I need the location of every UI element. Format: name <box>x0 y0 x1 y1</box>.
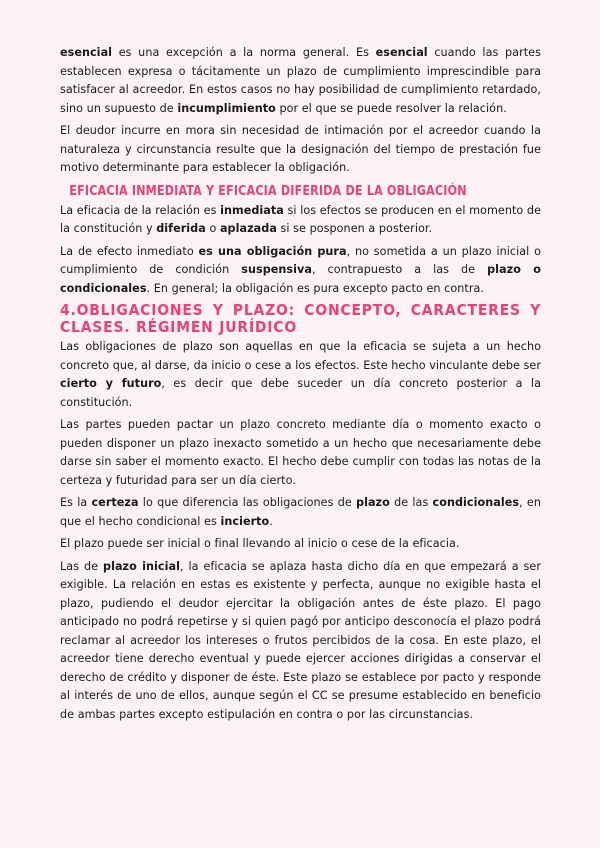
paragraph-inicial-final <box>60 535 541 554</box>
text-run: , es decir que debe suceder un día concreto posterior a la constitución. <box>60 377 541 409</box>
paragraph-certeza <box>60 494 541 531</box>
heading-obligaciones-plazo <box>60 302 541 336</box>
text-run: es una excepción a la norma general. Es <box>112 46 376 59</box>
text-run: Las de <box>60 559 104 573</box>
text-run: si los efectos se producen en el momento de la constitución y <box>60 203 542 235</box>
bold-term: plazo o condicionales <box>60 263 541 295</box>
paragraph-efecto-inmediato <box>60 243 541 299</box>
paragraph-definicion-plazo <box>60 338 541 412</box>
bold-term: aplazada <box>219 222 277 235</box>
paragraph-esencial <box>60 44 541 118</box>
paragraph-pactar-plazo <box>60 416 541 490</box>
bold-term: incierto <box>220 514 270 528</box>
text-run: El deudor incurre en mora sin necesidad de intimación por el acreedor cuando la naturaleza y circunstancia resulte que la designación del tiempo de prestación fue motivo determinante para establecer la obligación. <box>60 124 541 174</box>
text-run: , contrapuesto a las de <box>311 263 488 276</box>
bold-term: certeza <box>91 496 139 509</box>
text-run: Las obligaciones de plazo son aquellas en que la eficacia se sujeta a un hecho concreto que, al darse, da inicio o cese a los efectos. Este hecho vinculante debe ser <box>60 340 541 372</box>
paragraph-eficacia-relacion <box>60 202 541 239</box>
bold-term: esencial <box>60 46 113 59</box>
text-run: EFICACIA INMEDIATA Y EFICACIA DIFERIDA DE LA OBLIGACIÓN <box>69 183 467 199</box>
text-run: 4.OBLIGACIONES Y PLAZO: CONCEPTO, CARACTERES Y CLASES. RÉGIMEN JURÍDICO <box>60 301 541 336</box>
text-run: Las partes pueden pactar un plazo concreto mediante día o momento exacto o pueden disponer un plazo inexacto sometido a un hecho que necesariamente debe darse sin saber el momento exacto. El hecho debe cumplir con todas las notas de la certeza y futuridad para ser un día cierto. <box>60 418 541 487</box>
text-run: La de efecto inmediato <box>60 244 199 258</box>
text-run: Es la <box>60 496 92 509</box>
page-content <box>60 44 541 728</box>
text-run: , en que el hecho condicional es <box>60 496 541 528</box>
bold-term: cierto y futuro <box>60 377 162 390</box>
text-run: o <box>205 222 220 235</box>
text-run: . En general; la obligación es pura excepto pacto en contra. <box>146 281 485 295</box>
bold-term: plazo inicial <box>103 559 180 573</box>
text-run: . <box>269 514 273 528</box>
text-run: por el que se puede resolver la relación. <box>275 101 507 115</box>
paragraph-plazo-inicial <box>60 558 541 725</box>
bold-term: diferida <box>156 222 206 235</box>
paragraph-mora <box>60 122 541 178</box>
text-run: , la eficacia se aplaza hasta dicho día en que empezará a ser exigible. La relación en estas es existente y perfecta, aunque no exigible hasta el plazo, pudiendo el deudor ejercitar la obligación antes de éste plazo. El pago anticipado no podrá repetirse y si quien pagó por anticipo desconocía el plazo podrá reclamar al acreedor los intereses o frutos percibidos de la cosa. En este plazo, el acreedor tiene derecho eventual y puede ejercer acciones dirigidas a conservar el derecho de crédito y disponer de éste. Este plazo se establece por pacto y responde al interés de uno de ellos, aunque según el CC se presume establecido en beneficio de ambas partes excepto estipulación en contra o por las circunstancias. <box>60 559 542 721</box>
bold-term: condicionales <box>432 496 520 509</box>
bold-term: plazo <box>356 496 390 509</box>
bold-term: esencial <box>375 46 428 59</box>
text-run: cuando las partes establecen expresa o tácitamente un plazo de cumplimiento imprescindible para satisfacer al acreedor. En estos casos no hay posibilidad de cumplimiento retardado, sino un supuesto de <box>60 46 541 115</box>
text-run: de las <box>389 496 433 509</box>
text-run: , no sometida a un plazo inicial o cumplimiento de condición <box>60 244 541 276</box>
bold-term: es una obligación pura <box>198 244 347 258</box>
heading-eficacia <box>60 182 507 202</box>
bold-term: inmediata <box>220 203 284 217</box>
text-run: lo que diferencia las obligaciones de <box>138 496 357 509</box>
text-run: El plazo puede ser inicial o final llevando al inicio o cese de la eficacia. <box>60 537 460 550</box>
bold-term: incumplimiento <box>177 101 276 115</box>
text-run: si se posponen a posterior. <box>276 222 433 235</box>
bold-term: suspensiva <box>241 263 312 276</box>
text-run: La eficacia de la relación es <box>60 203 221 217</box>
